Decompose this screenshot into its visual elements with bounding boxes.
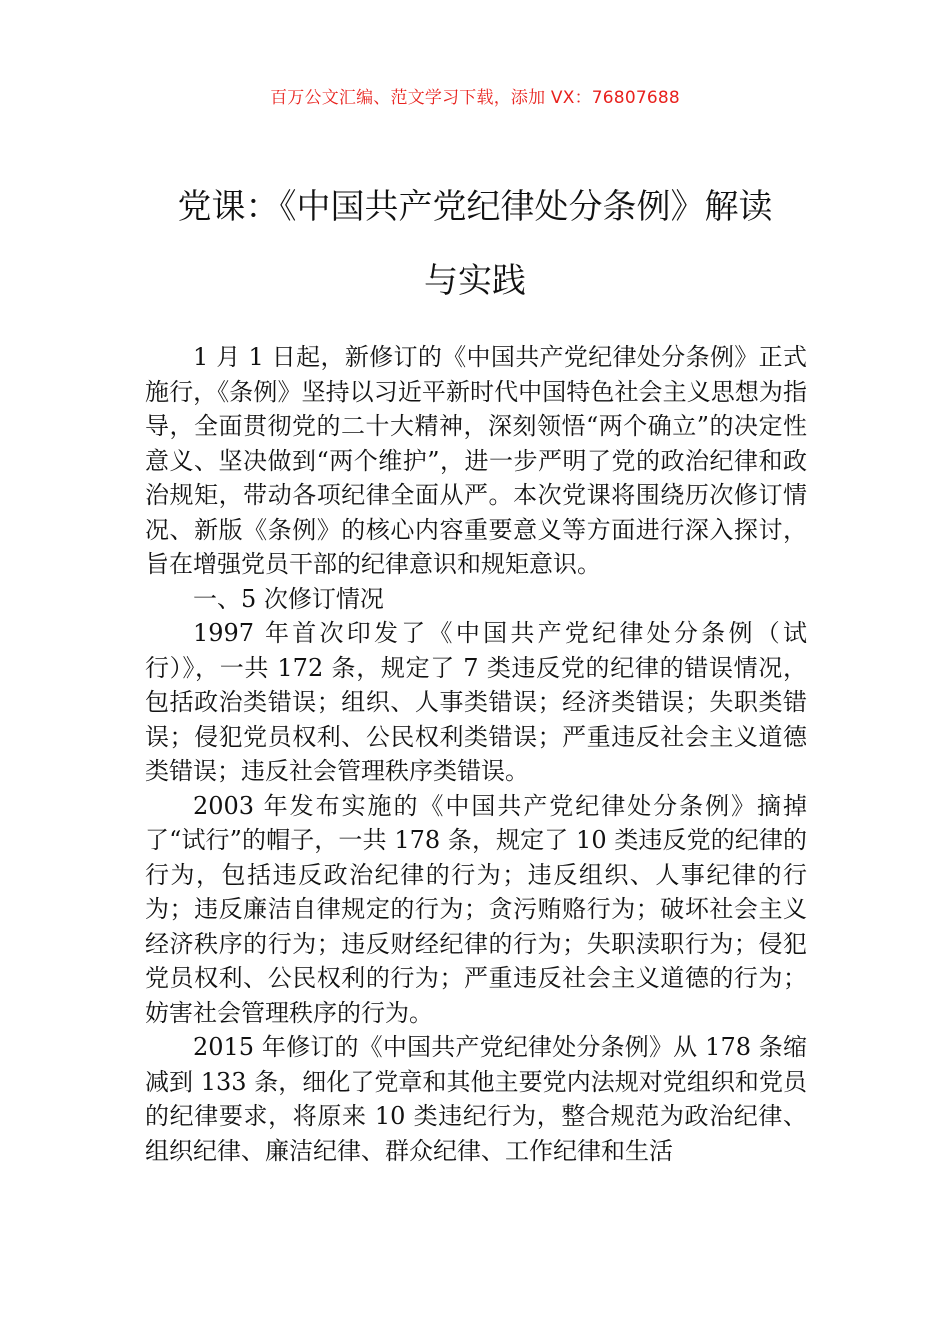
title-line-1: 党课：《中国共产党纪律处分条例》解读 (177, 187, 773, 227)
promo-banner: 百万公文汇编、范文学习下载，添加 VX：76807688 (270, 88, 680, 108)
paragraph-1997: 1997 年首次印发了《中国共产党纪律处分条例（试行）》，一共 172 条，规定了 7 类违反党的纪律的错误情况，包括政治类错误；组织、人事类错误；经济类错误；失职类错误；侵犯党员权利、公民权利类错误；严重违反社会主义道德类错误；违反社会管理秩序类错误。 (145, 619, 807, 785)
paragraph-2003: 2003 年发布实施的《中国共产党纪律处分条例》摘掉了“试行”的帽子，一共 178 条，规定了 10 类违反党的纪律的行为，包括违反政治纪律的行为；违反组织、人事纪律的行为；违反廉洁自律规定的行为；贪污贿赂行为；破坏社会主义经济秩序的行为；违反财经纪律的行为；失职渎职行为；侵犯党员权利、公民权利的行为；严重违反社会主义道德的行为；妨害社会管理秩序的行为。 (145, 791, 807, 1027)
section-heading: 一、5 次修订情况 (193, 584, 384, 613)
intro-paragraph: 1 月 1 日起，新修订的《中国共产党纪律处分条例》正式施行，《条例》坚持以习近平新时代中国特色社会主义思想为指导，全面贯彻党的二十大精神，深刻领悟“两个确立”的决定性意义、坚决做到“两个维护”，进一步严明了党的政治纪律和政治规矩，带动各项纪律全面从严。本次党课将围绕历次修订情况、新版《条例》的核心内容重要意义等方面进行深入探讨，旨在增强党员干部的纪律意识和规矩意识。 (145, 343, 807, 578)
document-title (145, 170, 805, 318)
title-line-2: 与实践 (424, 261, 526, 301)
paragraph-2015: 2015 年修订的《中国共产党纪律处分条例》从 178 条缩减到 133 条，细化了党章和其他主要党内法规对党组织和党员的纪律要求，将原来 10 类违纪行为，整合规范为政治纪律、组织纪律、廉洁纪律、群众纪律、工作纪律和生活 (145, 1033, 807, 1165)
document-body (145, 340, 807, 1168)
